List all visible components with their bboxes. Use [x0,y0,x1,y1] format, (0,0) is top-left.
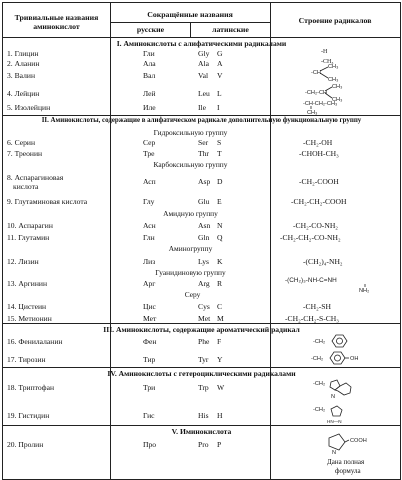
row-ru: Глн [143,233,155,242]
row-code: F [217,337,222,346]
subgroup-amino: Аминогруппу [168,244,213,253]
radical: -(CH₂)₄-NH₂ [303,257,343,266]
row-lat: Lys [198,257,209,266]
row-name: 19. Гистидин [7,411,50,420]
row-ru: Тир [143,355,156,364]
row-code: K [217,257,223,266]
row-lat: Ser [198,138,209,147]
row-code: A [217,59,223,68]
radical: -CH₂-CH₂-CO-NH₂ [280,233,341,242]
row-lat: Trp [198,383,209,392]
row-name: 6. Серин [7,138,36,147]
svg-text:OH: OH [350,356,359,362]
row-ru: Лиз [143,257,156,266]
section-5-title: V. Иминокислота [171,427,232,436]
row-lat: Val [198,71,209,80]
header-trivial-names: Тривиальные названия аминокислот [14,13,99,31]
header-latin: латинские [212,25,249,34]
svg-text:-(CH₂)₃-NH-C=NH: -(CH₂)₃-NH-C=NH [285,277,337,284]
subgroup-amide: Амидную группу [163,209,218,218]
svg-text:CH₃: CH₃ [332,97,343,103]
phenylalanine-structure [313,333,353,349]
row-ru: Вал [143,71,156,80]
svg-text:-CH₂: -CH₂ [313,407,326,413]
row-lat: Pro [198,440,209,449]
row-ru: Мет [143,314,157,323]
radical: -H [321,49,328,55]
row-name: 13. Аргинин [7,279,48,288]
header-abbreviations: Сокращённые названия [147,10,233,19]
row-name: 1. Глицин [7,49,39,58]
radical: -CH₂-OH [303,138,333,147]
row-code: R [217,279,223,288]
row-lat: Leu [198,89,210,98]
row-lat: Phe [198,337,210,346]
row-ru: Иле [143,103,156,112]
svg-text:-CH₂-CH: -CH₂-CH [305,90,328,96]
svg-text:CH₃: CH₃ [332,84,343,90]
row-code: E [217,197,222,206]
svg-text:-CH₂: -CH₂ [313,339,326,345]
subgroup-hydroxyl: Гидроксильную группу [153,128,228,137]
row-code: V [217,71,223,80]
row-ru: Асн [143,221,156,230]
row-code: Q [217,233,223,242]
svg-text:N: N [331,394,336,400]
row-ru: Гис [143,411,155,420]
radical: -CHOH-CH₃ [299,149,339,158]
row-lat: Ile [198,103,207,112]
row-lat: Arg [198,279,210,288]
row-name: 7. Треонин [7,149,43,158]
row-ru: Глу [143,197,155,206]
radical: -CH₂-CH₂-COOH [291,197,347,206]
radical: -CH₂-CH₂-S-CH₃ [285,314,339,323]
arginine-structure [285,274,395,292]
section-2-divider [3,115,400,116]
row-name: 10. Аспарагин [7,221,53,230]
row-name: 20. Пролин [7,440,44,449]
header-divider [3,37,400,38]
section-4-divider [3,367,400,368]
row-code: D [217,177,223,186]
row-lat: Met [198,314,211,323]
svg-text:-CH-CH₂-CH₃: -CH-CH₂-CH₃ [303,101,338,107]
row-code: L [217,89,222,98]
section-3-title: III. Аминокислоты, содержащие ароматический радикал [103,325,300,334]
row-code: S [217,138,222,147]
header-structure: Строение радикалов [298,16,372,25]
svg-text:CH₃: CH₃ [328,77,339,83]
row-lat: Gly [198,49,210,58]
svg-text:-CH₂: -CH₂ [311,356,324,362]
leucine-structure [303,85,353,101]
row-lat: His [198,411,209,420]
row-name: 18. Триптофан [7,383,55,392]
row-name: 9. Глутаминовая кислота [7,197,88,206]
header-russian: русские [136,25,165,34]
row-lat: Tyr [198,355,209,364]
radical: -CH₂-SH [303,302,331,311]
row-ru: Гли [143,49,155,58]
proline-note-line2: формула [335,467,361,475]
amino-acid-table [2,2,401,480]
row-code: Y [217,355,223,364]
section-2-title: II. Аминокислоты, содержащие в алифатическом радикале дополнительную функциональную группу [41,117,362,124]
section-4-title: IV. Аминокислоты с гетероциклическими радикалами [107,369,296,378]
row-ru: Сер [143,138,156,147]
tryptophan-structure [313,377,363,403]
section-3-divider [3,323,400,324]
row-ru: Асп [143,177,156,186]
section-1-title: I. Аминокислоты с алифатическими радикалами [116,39,287,48]
row-code: N [217,221,223,230]
svg-text:HN—N: HN—N [327,419,342,424]
row-name: 14. Цистеин [7,302,47,311]
row-lat: Ala [198,59,209,68]
row-name: 12. Лизин [7,257,39,266]
row-code: H [217,411,223,420]
row-lat: Cys [198,302,210,311]
row-code: W [217,383,225,392]
row-name: 4. Лейцин [7,89,40,98]
row-code: M [217,314,224,323]
svg-text:CH₃: CH₃ [328,64,339,70]
row-ru: Про [143,440,157,449]
row-ru: Тре [143,149,155,158]
header-subdivider [111,22,270,23]
col-divider-1 [110,3,111,479]
row-code: I [217,103,220,112]
radical: -CH₂-CO-NH₂ [293,221,338,230]
row-ru: Ала [143,59,156,68]
histidine-structure [313,403,353,425]
svg-text:-CH₂: -CH₂ [313,381,326,387]
row-lat: Gln [198,233,210,242]
row-lat: Glu [198,197,210,206]
tyrosine-structure [311,350,371,366]
svg-text:-CH: -CH [311,70,321,76]
row-name: 11. Глутамин [7,233,50,242]
row-ru: Лей [143,89,156,98]
row-name: 2. Аланин [7,59,40,68]
isoleucine-structure [301,100,353,115]
row-code: G [217,49,223,58]
section-5-divider [3,425,400,426]
subgroup-guanidine: Гуанидиновую группу [155,268,226,277]
subgroup-sulfur: Серу [184,290,201,299]
svg-text:COOH: COOH [350,438,367,444]
row-ru: Арг [143,279,156,288]
row-code: C [217,302,223,311]
radical: -CH₂-COOH [299,177,339,186]
row-lat: Asp [198,177,211,186]
valine-structure [308,65,348,83]
svg-text:NH₂: NH₂ [359,288,370,294]
row-lat: Asn [198,221,211,230]
subgroup-carboxyl: Карбоксильную группу [153,160,228,169]
row-name: 16. Фенилаланин [7,337,63,346]
row-ru: Фен [143,337,157,346]
proline-structure [325,430,385,454]
proline-note-line1: Дана полная [327,458,365,466]
row-name: 17. Тирозин [7,355,46,364]
svg-text:CH₃: CH₃ [307,110,318,116]
row-ru: Цис [143,302,156,311]
row-name-cont: кислота [13,182,39,191]
row-name: 15. Метионин [7,314,52,323]
row-name: 5. Изолейцин [7,103,51,112]
col-divider-3 [270,3,271,479]
svg-text:N: N [332,450,337,456]
row-name: 3. Валин [7,71,36,80]
row-ru: Три [143,383,156,392]
row-lat: Thr [198,149,209,158]
row-code: T [217,149,222,158]
row-name: 8. Аспарагиновая [7,173,64,182]
row-code: P [217,440,222,449]
radical: -CH₃ [321,59,334,65]
